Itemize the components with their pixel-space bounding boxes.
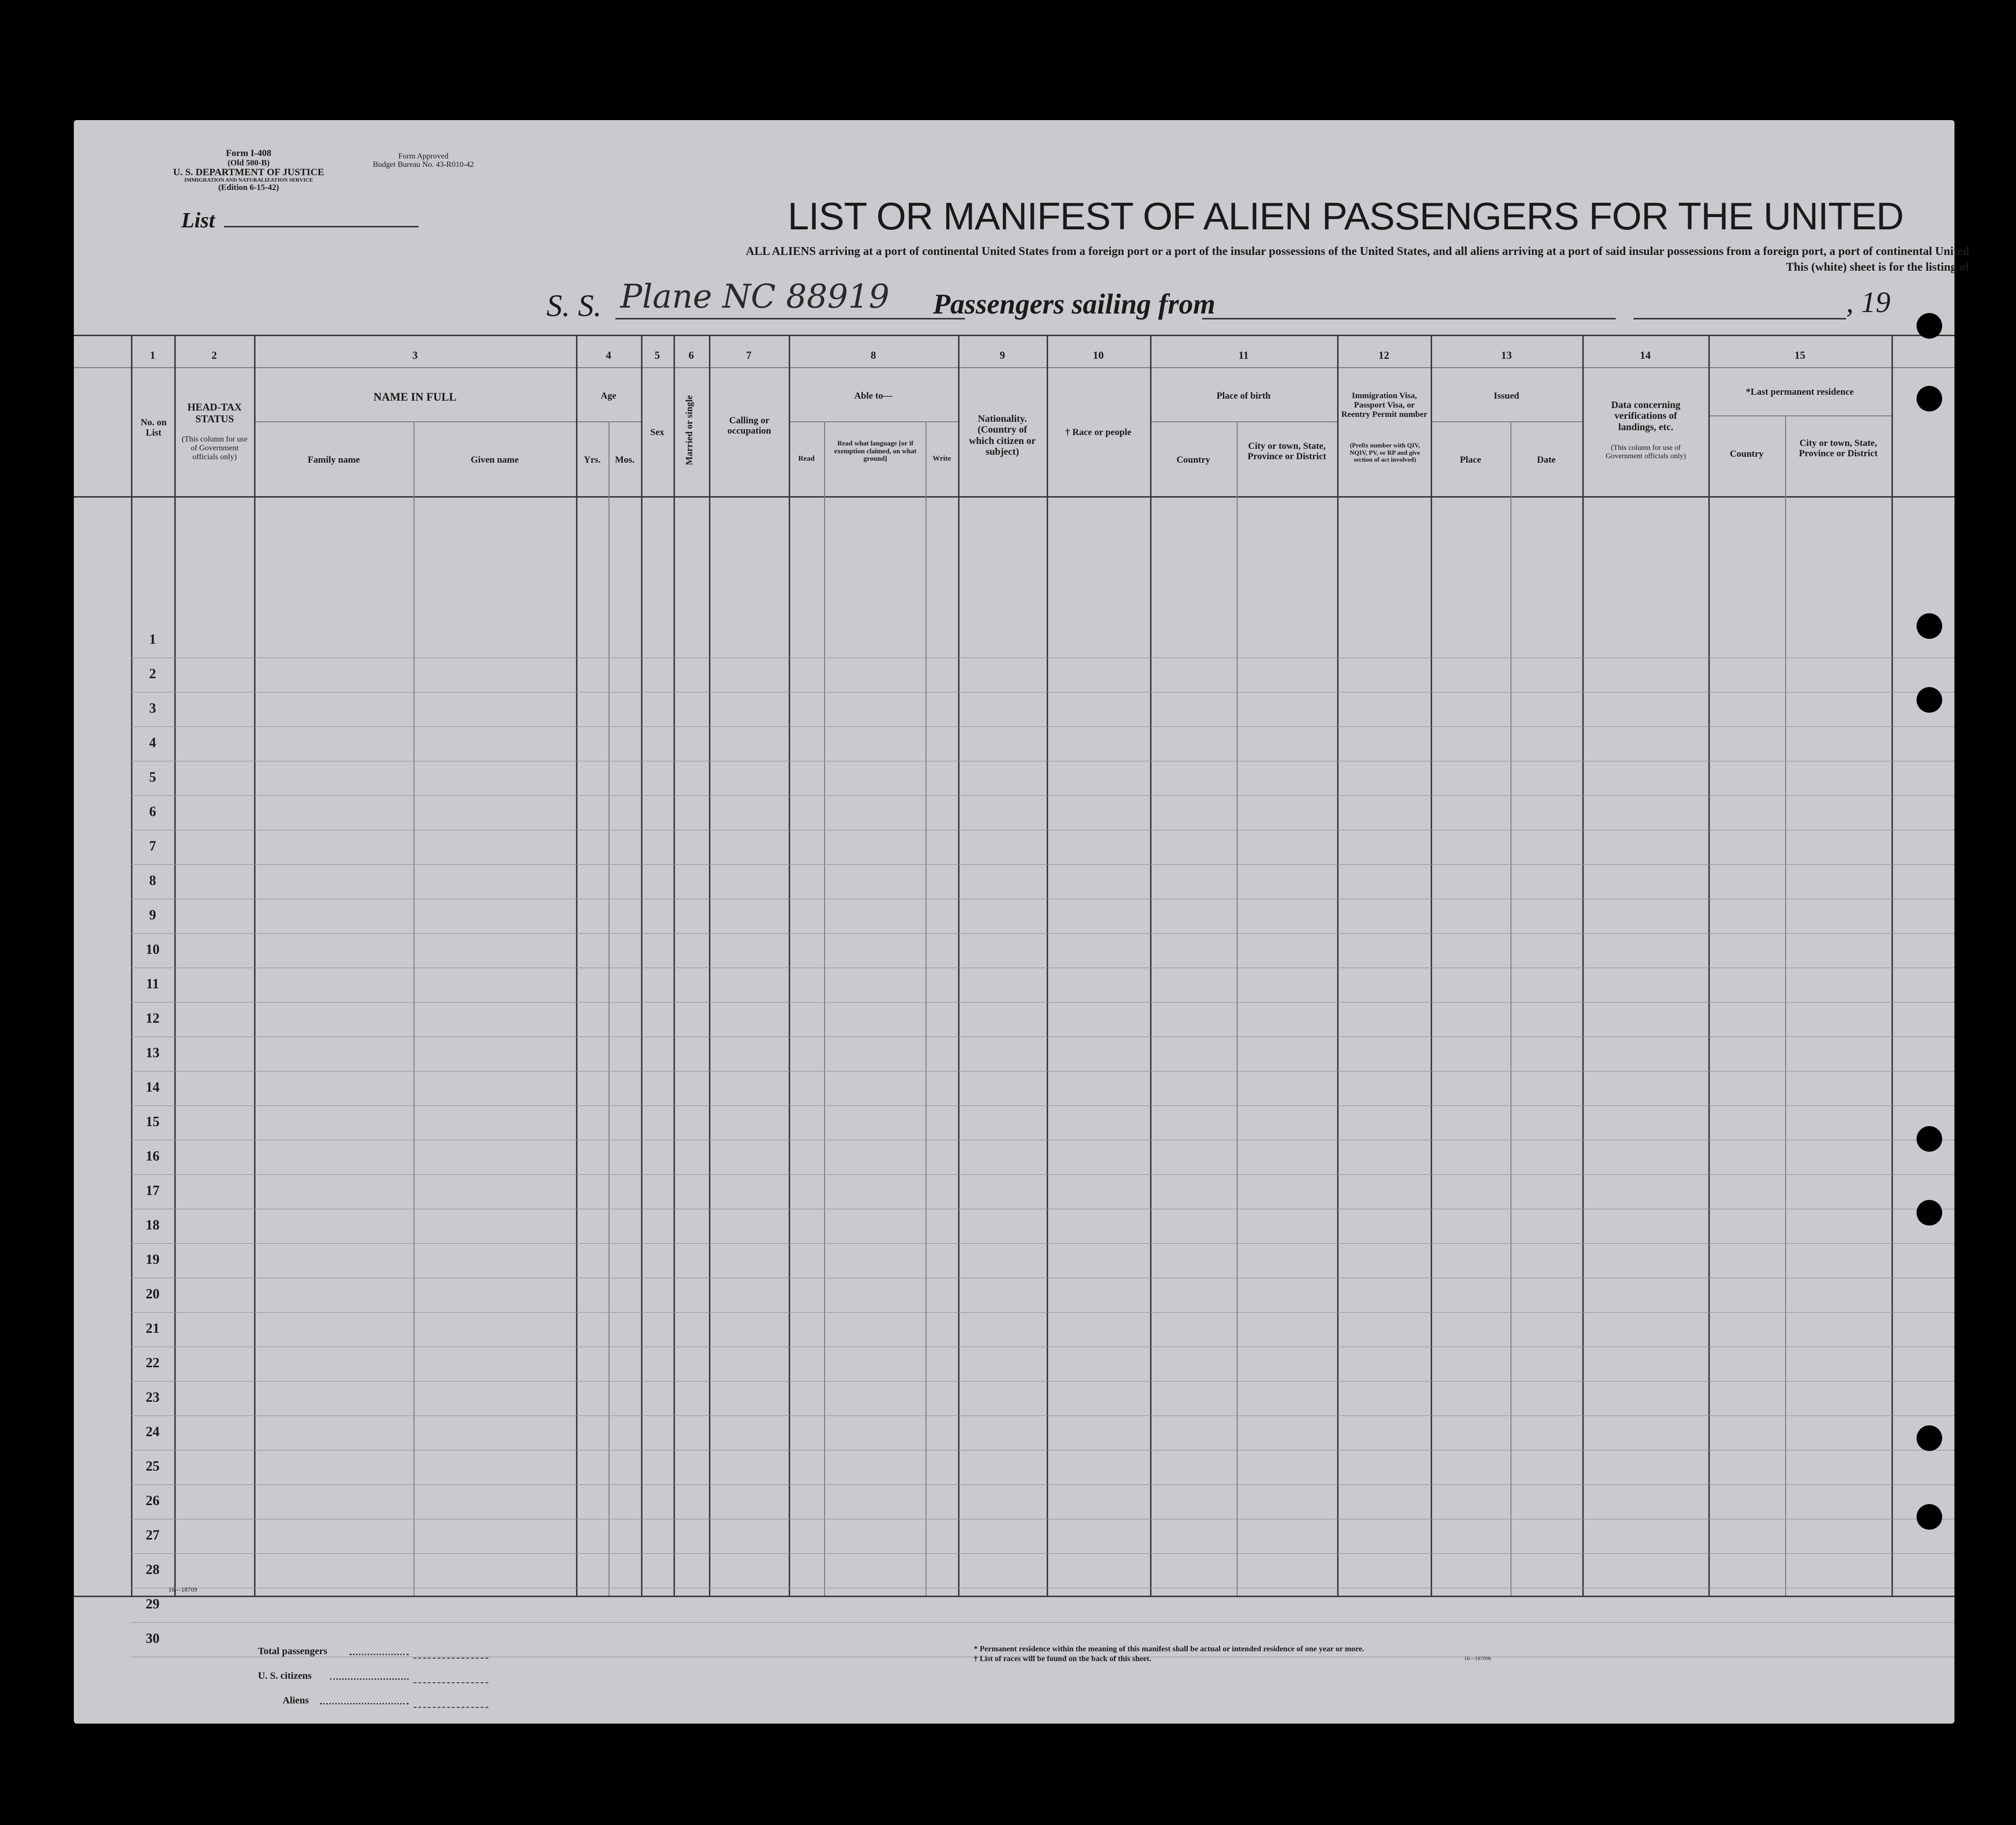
old-form-number: (Old 500-B) — [227, 157, 270, 167]
col-rule-b — [174, 335, 176, 1596]
col-rule-l — [926, 421, 927, 1596]
ss-vessel-handwriting: Plane NC 88919 — [620, 278, 890, 315]
colnum-13: 13 — [1501, 349, 1512, 361]
colnum-10: 10 — [1093, 349, 1104, 361]
header-age: Age — [601, 391, 616, 401]
col-rule-u — [1708, 335, 1710, 1596]
row-line — [131, 1484, 1954, 1485]
colnum-rule — [74, 367, 1954, 368]
row-line — [131, 795, 1954, 796]
row-line — [131, 1553, 1954, 1554]
ss-field-line[interactable] — [615, 318, 965, 319]
row-number: 18 — [146, 1218, 160, 1233]
row-number: 10 — [146, 942, 160, 957]
col-rule-p — [1237, 421, 1238, 1596]
header-sex: Sex — [650, 427, 665, 438]
header-birth-city: City or town, State, Province or District — [1248, 441, 1326, 462]
colnum-7: 7 — [746, 349, 752, 361]
col-rule-t — [1582, 335, 1584, 1596]
colnum-12: 12 — [1378, 349, 1389, 361]
print-code: 16—18709 — [168, 1586, 197, 1593]
binder-hole — [1917, 1504, 1942, 1530]
total-dots — [350, 1654, 409, 1655]
row-line — [131, 1002, 1954, 1003]
row-number: 20 — [146, 1287, 160, 1302]
manifest-subtitle-2: This (white) sheet is for the listing of — [1786, 261, 1969, 274]
footnote-residence: * Permanent residence within the meaning of this manifest shall be actual or intended residence of one year or more. — [974, 1645, 1364, 1653]
row-number: 8 — [149, 873, 156, 888]
header-verification: Data concerning verifications of landings, etc. — [1611, 400, 1681, 433]
row-line — [131, 933, 1954, 934]
form-approved: Form Approved — [398, 152, 448, 160]
header-visa-note: (Prefix number with QIV, NQIV, PV, or RP and give section of act involved) — [1349, 441, 1420, 464]
row-number: 21 — [146, 1321, 160, 1336]
col-rule-m — [958, 335, 960, 1596]
row-number: 6 — [149, 804, 156, 819]
row-number: 2 — [149, 666, 156, 682]
colnum-3: 3 — [412, 349, 418, 361]
ss-label: S. S. — [546, 288, 602, 323]
col-rule-c — [254, 335, 256, 1596]
col-rule-r — [1431, 335, 1432, 1596]
header-bottom-rule — [74, 496, 1954, 498]
row-number: 3 — [149, 701, 156, 716]
row-number: 27 — [146, 1528, 160, 1543]
service-name: IMMIGRATION AND NATURALIZATION SERVICE — [184, 177, 313, 183]
list-field-line[interactable] — [224, 226, 418, 227]
department-name: U. S. DEPARTMENT OF JUSTICE — [173, 166, 324, 178]
col-rule-d — [414, 421, 415, 1596]
row-number: 17 — [146, 1183, 160, 1198]
colnum-9: 9 — [999, 349, 1005, 361]
col-rule-g — [641, 335, 642, 1596]
row-number: 25 — [146, 1459, 160, 1474]
col-rule-i — [709, 335, 710, 1596]
header-mos: Mos. — [615, 455, 635, 465]
row-line — [131, 1622, 1954, 1623]
row-number: 23 — [146, 1390, 160, 1405]
col-rule-f — [608, 421, 609, 1596]
header-no-on-list: No. on List — [140, 417, 167, 439]
header-visa: Immigration Visa, Passport Visa, or Reentry Permit number — [1341, 391, 1428, 419]
binder-hole — [1917, 1425, 1942, 1451]
colnum-4: 4 — [606, 349, 611, 361]
header-res-city: City or town, State, Province or District — [1799, 438, 1878, 459]
colnum-15: 15 — [1794, 349, 1805, 361]
col-rule-a — [131, 335, 132, 1596]
binder-hole — [1917, 313, 1942, 339]
colnum-14: 14 — [1640, 349, 1651, 361]
header-calling: Calling or occupation — [727, 415, 771, 437]
footnote-races: † List of races will be found on the back of this sheet. — [974, 1655, 1152, 1663]
binder-hole — [1917, 1126, 1942, 1152]
header-married: Married or single — [684, 395, 695, 466]
table-bottom-rule — [74, 1596, 1954, 1597]
row-number: 26 — [146, 1493, 160, 1509]
row-line — [131, 1243, 1954, 1244]
issued-subheader-rule — [1431, 421, 1582, 422]
row-line — [131, 1312, 1954, 1313]
binder-hole — [1917, 687, 1942, 713]
manifest-subtitle: ALL ALIENS arriving at a port of continental United States from a foreign port or a port of the insular possessions of the United States, and all aliens arriving at a port of said insular possessions from a foreign port, a port of continental United — [746, 245, 1969, 258]
header-family-name: Family name — [307, 455, 360, 465]
header-nationality: Nationality. (Country of which citizen or subject) — [969, 413, 1036, 458]
passengers-from-label: Passengers sailing from — [933, 288, 1216, 320]
col-rule-n — [1047, 335, 1048, 1596]
header-race: † Race or people — [1065, 427, 1132, 438]
year-label: , 19 — [1846, 286, 1890, 318]
header-verification-note: (This column for use of Government officials only) — [1605, 444, 1686, 460]
list-label: List — [181, 208, 215, 232]
aliens-dots — [320, 1703, 409, 1704]
header-issued-date: Date — [1537, 455, 1556, 465]
row-line — [131, 1381, 1954, 1382]
colnum-1: 1 — [150, 349, 156, 361]
header-name-in-full: NAME IN FULL — [373, 391, 457, 403]
row-line — [131, 1105, 1954, 1106]
manifest-sheet — [74, 120, 1969, 1724]
colnum-5: 5 — [654, 349, 660, 361]
header-given-name: Given name — [471, 455, 519, 465]
col-rule-s — [1510, 421, 1511, 1596]
row-number: 22 — [146, 1355, 160, 1371]
header-birth-country: Country — [1176, 455, 1211, 465]
table-top-rule — [74, 335, 1954, 336]
form-number: Form I-408 — [225, 148, 272, 158]
us-citizens-label: U. S. citizens — [258, 1670, 312, 1681]
row-number: 9 — [149, 908, 156, 923]
budget-bureau: Budget Bureau No. 43-R010-42 — [373, 160, 474, 169]
binder-hole — [1917, 1200, 1942, 1226]
us-citizens-field[interactable] — [414, 1682, 488, 1683]
print-code-b: 16—18709b — [1464, 1656, 1491, 1662]
colnum-2: 2 — [211, 349, 217, 361]
header-last-residence: *Last permanent residence — [1746, 387, 1854, 397]
col-rule-o — [1150, 335, 1152, 1596]
citizens-dots — [330, 1678, 409, 1680]
row-number: 4 — [149, 735, 156, 751]
row-number: 16 — [146, 1149, 160, 1164]
col-rule-j — [789, 335, 790, 1596]
row-number: 28 — [146, 1562, 160, 1577]
binder-hole — [1917, 386, 1942, 411]
name-subheader-rule — [254, 421, 576, 422]
row-line — [131, 726, 1954, 727]
aliens-label: Aliens — [283, 1695, 309, 1706]
row-number: 13 — [146, 1045, 160, 1061]
row-number: 12 — [146, 1011, 160, 1026]
port-field-line[interactable] — [1202, 318, 1616, 319]
header-res-country: Country — [1729, 449, 1764, 459]
col-rule-k — [824, 421, 825, 1596]
header-place-of-birth: Place of birth — [1216, 391, 1271, 401]
row-number: 29 — [146, 1597, 160, 1612]
binder-hole — [1917, 613, 1942, 639]
header-head-tax-note: (This column for use of Government officials only) — [182, 435, 248, 461]
row-number: 15 — [146, 1114, 160, 1130]
able-subheader-rule — [789, 421, 958, 422]
row-number: 19 — [146, 1252, 160, 1267]
header-read: Read — [798, 455, 815, 463]
aliens-field[interactable] — [414, 1707, 488, 1708]
row-number: 11 — [146, 976, 160, 992]
birth-subheader-rule — [1150, 421, 1337, 422]
header-head-tax: HEAD-TAX STATUS — [187, 401, 242, 425]
colnum-8: 8 — [870, 349, 876, 361]
col-rule-h — [673, 335, 675, 1596]
row-number: 24 — [146, 1424, 160, 1440]
header-write: Write — [932, 455, 951, 463]
header-able-to: Able to— — [854, 391, 893, 401]
row-line — [131, 1174, 1954, 1175]
row-number: 30 — [146, 1631, 160, 1646]
colnum-6: 6 — [688, 349, 694, 361]
row-number: 7 — [149, 839, 156, 854]
total-passengers-field[interactable] — [414, 1658, 488, 1659]
row-number: 14 — [146, 1080, 160, 1095]
header-issued: Issued — [1494, 391, 1519, 401]
approval-info — [350, 153, 497, 169]
col-rule-e — [576, 335, 577, 1596]
row-line — [131, 864, 1954, 865]
col-rule-v — [1785, 415, 1786, 1596]
header-yrs: Yrs. — [583, 455, 601, 465]
row-number: 5 — [149, 770, 156, 785]
edition: (Edition 6-15-42) — [218, 183, 279, 192]
colnum-11: 11 — [1238, 349, 1249, 361]
residence-subheader-rule — [1708, 415, 1891, 416]
col-rule-q — [1337, 335, 1339, 1596]
col-rule-w — [1891, 335, 1893, 1596]
form-info — [167, 149, 330, 192]
manifest-title: LIST OR MANIFEST OF ALIEN PASSENGERS FOR THE UNITED — [788, 194, 1904, 238]
header-issued-place: Place — [1460, 455, 1481, 465]
header-read-what: Read what language [or if exemption claimed, on what ground] — [834, 440, 917, 463]
date-field-line[interactable] — [1633, 318, 1846, 319]
row-number: 1 — [149, 632, 156, 647]
total-passengers-label: Total passengers — [258, 1646, 327, 1657]
